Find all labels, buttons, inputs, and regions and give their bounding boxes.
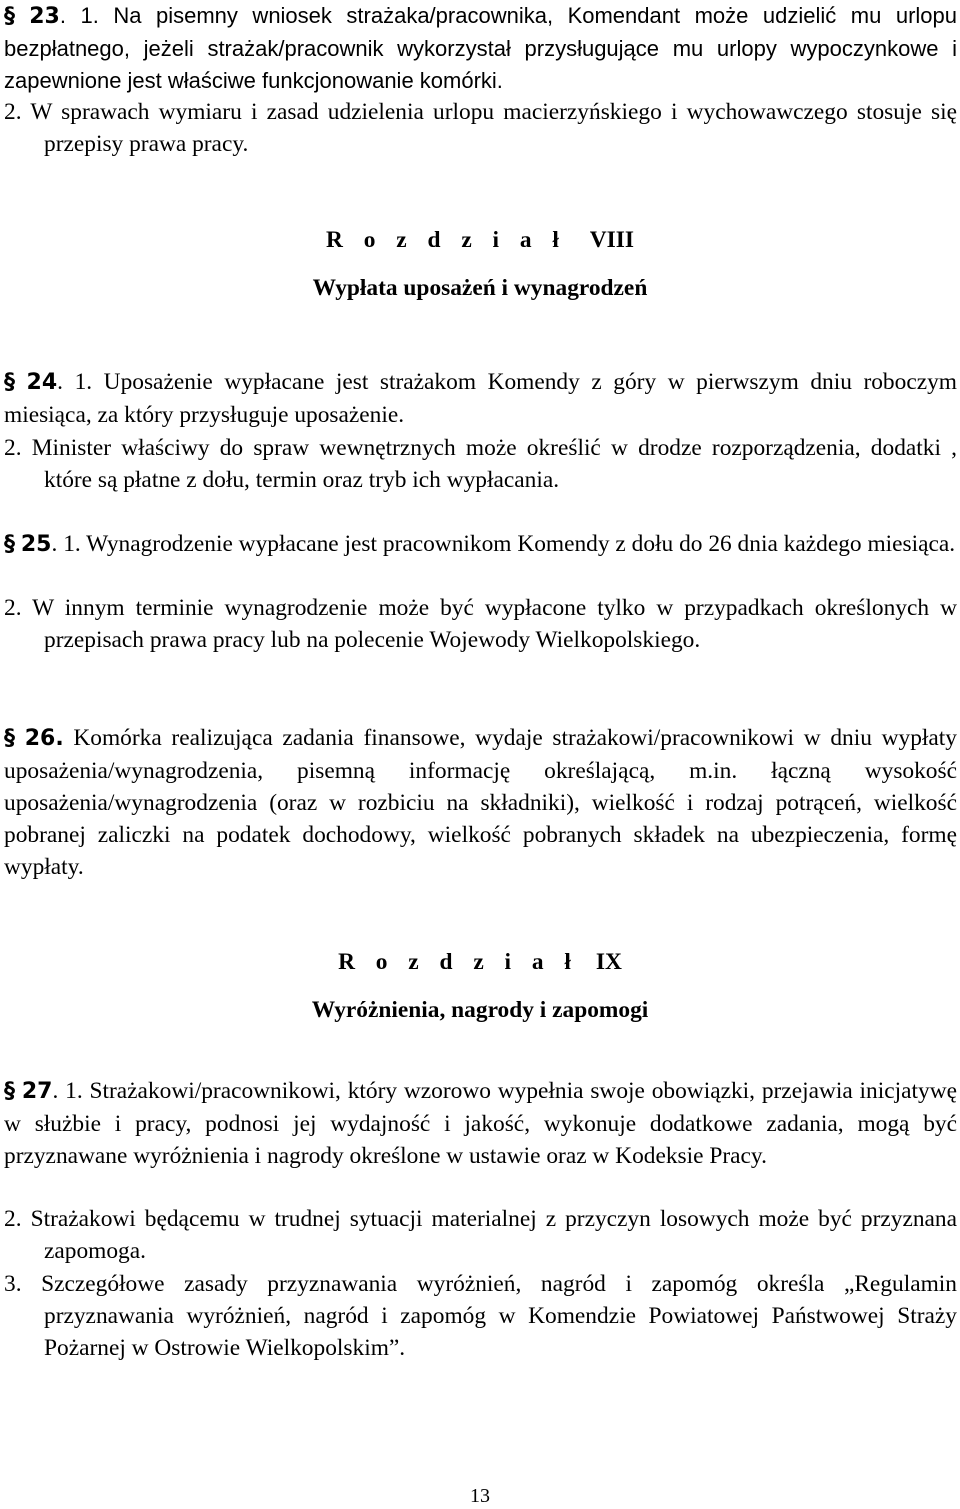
- point-text: Szczegółowe zasady przyznawania wyróżnień, nagród i zapomóg określa „Regulamin przyznawania wyróżnień, nagród i zapomóg w Komendzie Powiatowej Państwowej Straży Pożarnej w Ostrowie Wielkopolskim”.: [41, 1271, 957, 1361]
- chapter-heading-ix: [0, 946, 960, 978]
- paragraph-number: 23: [29, 4, 60, 29]
- point-text: Strażakowi będącemu w trudnej sytuacji materialnej z przyczyn losowych może być przyznana zapomoga.: [30, 1206, 958, 1264]
- point-text: Na pisemny wniosek strażaka/pracownika, Komendant może udzielić mu urlopu bezpłatnego, jeżeli strażak/pracownik wykorzystał przysługujące mu urlopy wypoczynkowe i zapewnione jest właściwe funkcjonowanie komórki.: [4, 3, 957, 93]
- chapter-heading-viii: [0, 224, 960, 256]
- chapter-number: IX: [595, 949, 622, 975]
- paragraph-24-point-1: § 24. 1. Uposażenie wypłacane jest strażakom Komendy z góry w pierwszym dniu roboczym miesiąca, za który przysługuje uposażenie.: [4, 369, 957, 428]
- paragraph-number: 27: [21, 1079, 53, 1104]
- point-number: 1.: [80, 3, 99, 28]
- point-text: Wynagrodzenie wypłacane jest pracownikom Komendy z dołu do 26 dnia każdego miesiąca.: [86, 531, 956, 557]
- point-number: 2.: [4, 595, 22, 621]
- paragraph-25-point-1: § 25. 1. Wynagrodzenie wypłacane jest pracownikom Komendy z dołu do 26 dnia każdego miesiąca.: [4, 531, 956, 557]
- point-text: Strażakowi/pracownikowi, który wzorowo wypełnia swoje obowiązki, przejawia inicjatywę w służbie i pracy, podnosi jej wydajność i jakość, wykonuje dodatkowe zadania, mogą być przyznawane wyróżnienia i nagrody określone w ustawie oraz w Kodeksie Pracy.: [4, 1078, 957, 1169]
- point-number: 2.: [4, 1206, 22, 1232]
- point-text: Minister właściwy do spraw wewnętrznych może określić w drodze rozporządzenia, dodatki , które są płatne z dołu, termin oraz tryb ich wypłacania.: [31, 435, 957, 493]
- page-number: 13: [470, 1485, 490, 1507]
- paragraph-23-point-1: § 23. 1. Na pisemny wniosek strażaka/pracownika, Komendant może udzielić mu urlopu bezpłatnego, jeżeli strażak/pracownik wykorzystał przysługujące mu urlopy wypoczynkowe i zapewnione jest właściwe funkcjonowanie komórki.: [4, 3, 957, 93]
- point-text: Uposażenie wypłacane jest strażakom Komendy z góry w pierwszym dniu roboczym miesiąca, za który przysługuje uposażenie.: [4, 369, 957, 428]
- point-text: W sprawach wymiaru i zasad udzielenia urlopu macierzyńskiego i wychowawczego stosuje się przepisy prawa pracy.: [30, 99, 957, 157]
- point-number: 1.: [65, 1078, 83, 1104]
- section-sign: §: [4, 1079, 15, 1104]
- section-sign: §: [4, 532, 15, 557]
- chapter-label: R o z d z i a ł: [326, 227, 567, 253]
- paragraph-number: 24: [26, 370, 58, 395]
- paragraph-27-point-3: [4, 1268, 957, 1364]
- paragraph-27-point-2: [4, 1203, 957, 1267]
- paragraph-number: 25: [20, 532, 52, 557]
- section-sign: §: [4, 726, 15, 751]
- section-sign: §: [4, 370, 15, 395]
- chapter-title-viii: Wypłata uposażeń i wynagrodzeń: [312, 275, 648, 301]
- paragraph-number: 26.: [24, 726, 64, 751]
- paragraph-24-point-2: [4, 432, 957, 496]
- paragraph-25-point-2: [4, 592, 957, 656]
- point-number: 2.: [4, 99, 22, 125]
- point-number: 2.: [4, 435, 22, 461]
- chapter-label: R o z d z i a ł: [338, 949, 579, 975]
- chapter-number: VIII: [589, 227, 634, 253]
- section-sign: §: [4, 4, 15, 29]
- point-text: W innym terminie wynagrodzenie może być wypłacone tylko w przypadkach określonych w przepisach prawa pracy lub na polecenie Wojewody Wielkopolskiego.: [32, 595, 957, 653]
- chapter-title-ix: Wyróżnienia, nagrody i zapomogi: [311, 997, 649, 1023]
- paragraph-26: [4, 722, 957, 883]
- paragraph-text: Komórka realizująca zadania finansowe, wydaje strażakowi/pracownikowi w dniu wypłaty uposażenia/wynagrodzenia, pisemną informację określającą, m.in. łączną wysokość uposażenia/wynagrodzenia (oraz w rozbiciu na składniki), wielkość i rodzaj potrąceń, wielkość pobranej zaliczki na podatek dochodowy, wielkość pobranych składek na ubezpieczenia, formę wypłaty.: [4, 725, 957, 880]
- paragraph-27-point-1: § 27. 1. Strażakowi/pracownikowi, który wzorowo wypełnia swoje obowiązki, przejawia inicjatywę w służbie i pracy, podnosi jej wydajność i jakość, wykonuje dodatkowe zadania, mogą być przyznawane wyróżnienia i nagrody określone w ustawie oraz w Kodeksie Pracy.: [4, 1078, 957, 1169]
- point-number: 3.: [4, 1271, 22, 1297]
- paragraph-23-point-2: [4, 96, 957, 160]
- point-number: 1.: [63, 531, 81, 557]
- point-number: 1.: [74, 369, 93, 395]
